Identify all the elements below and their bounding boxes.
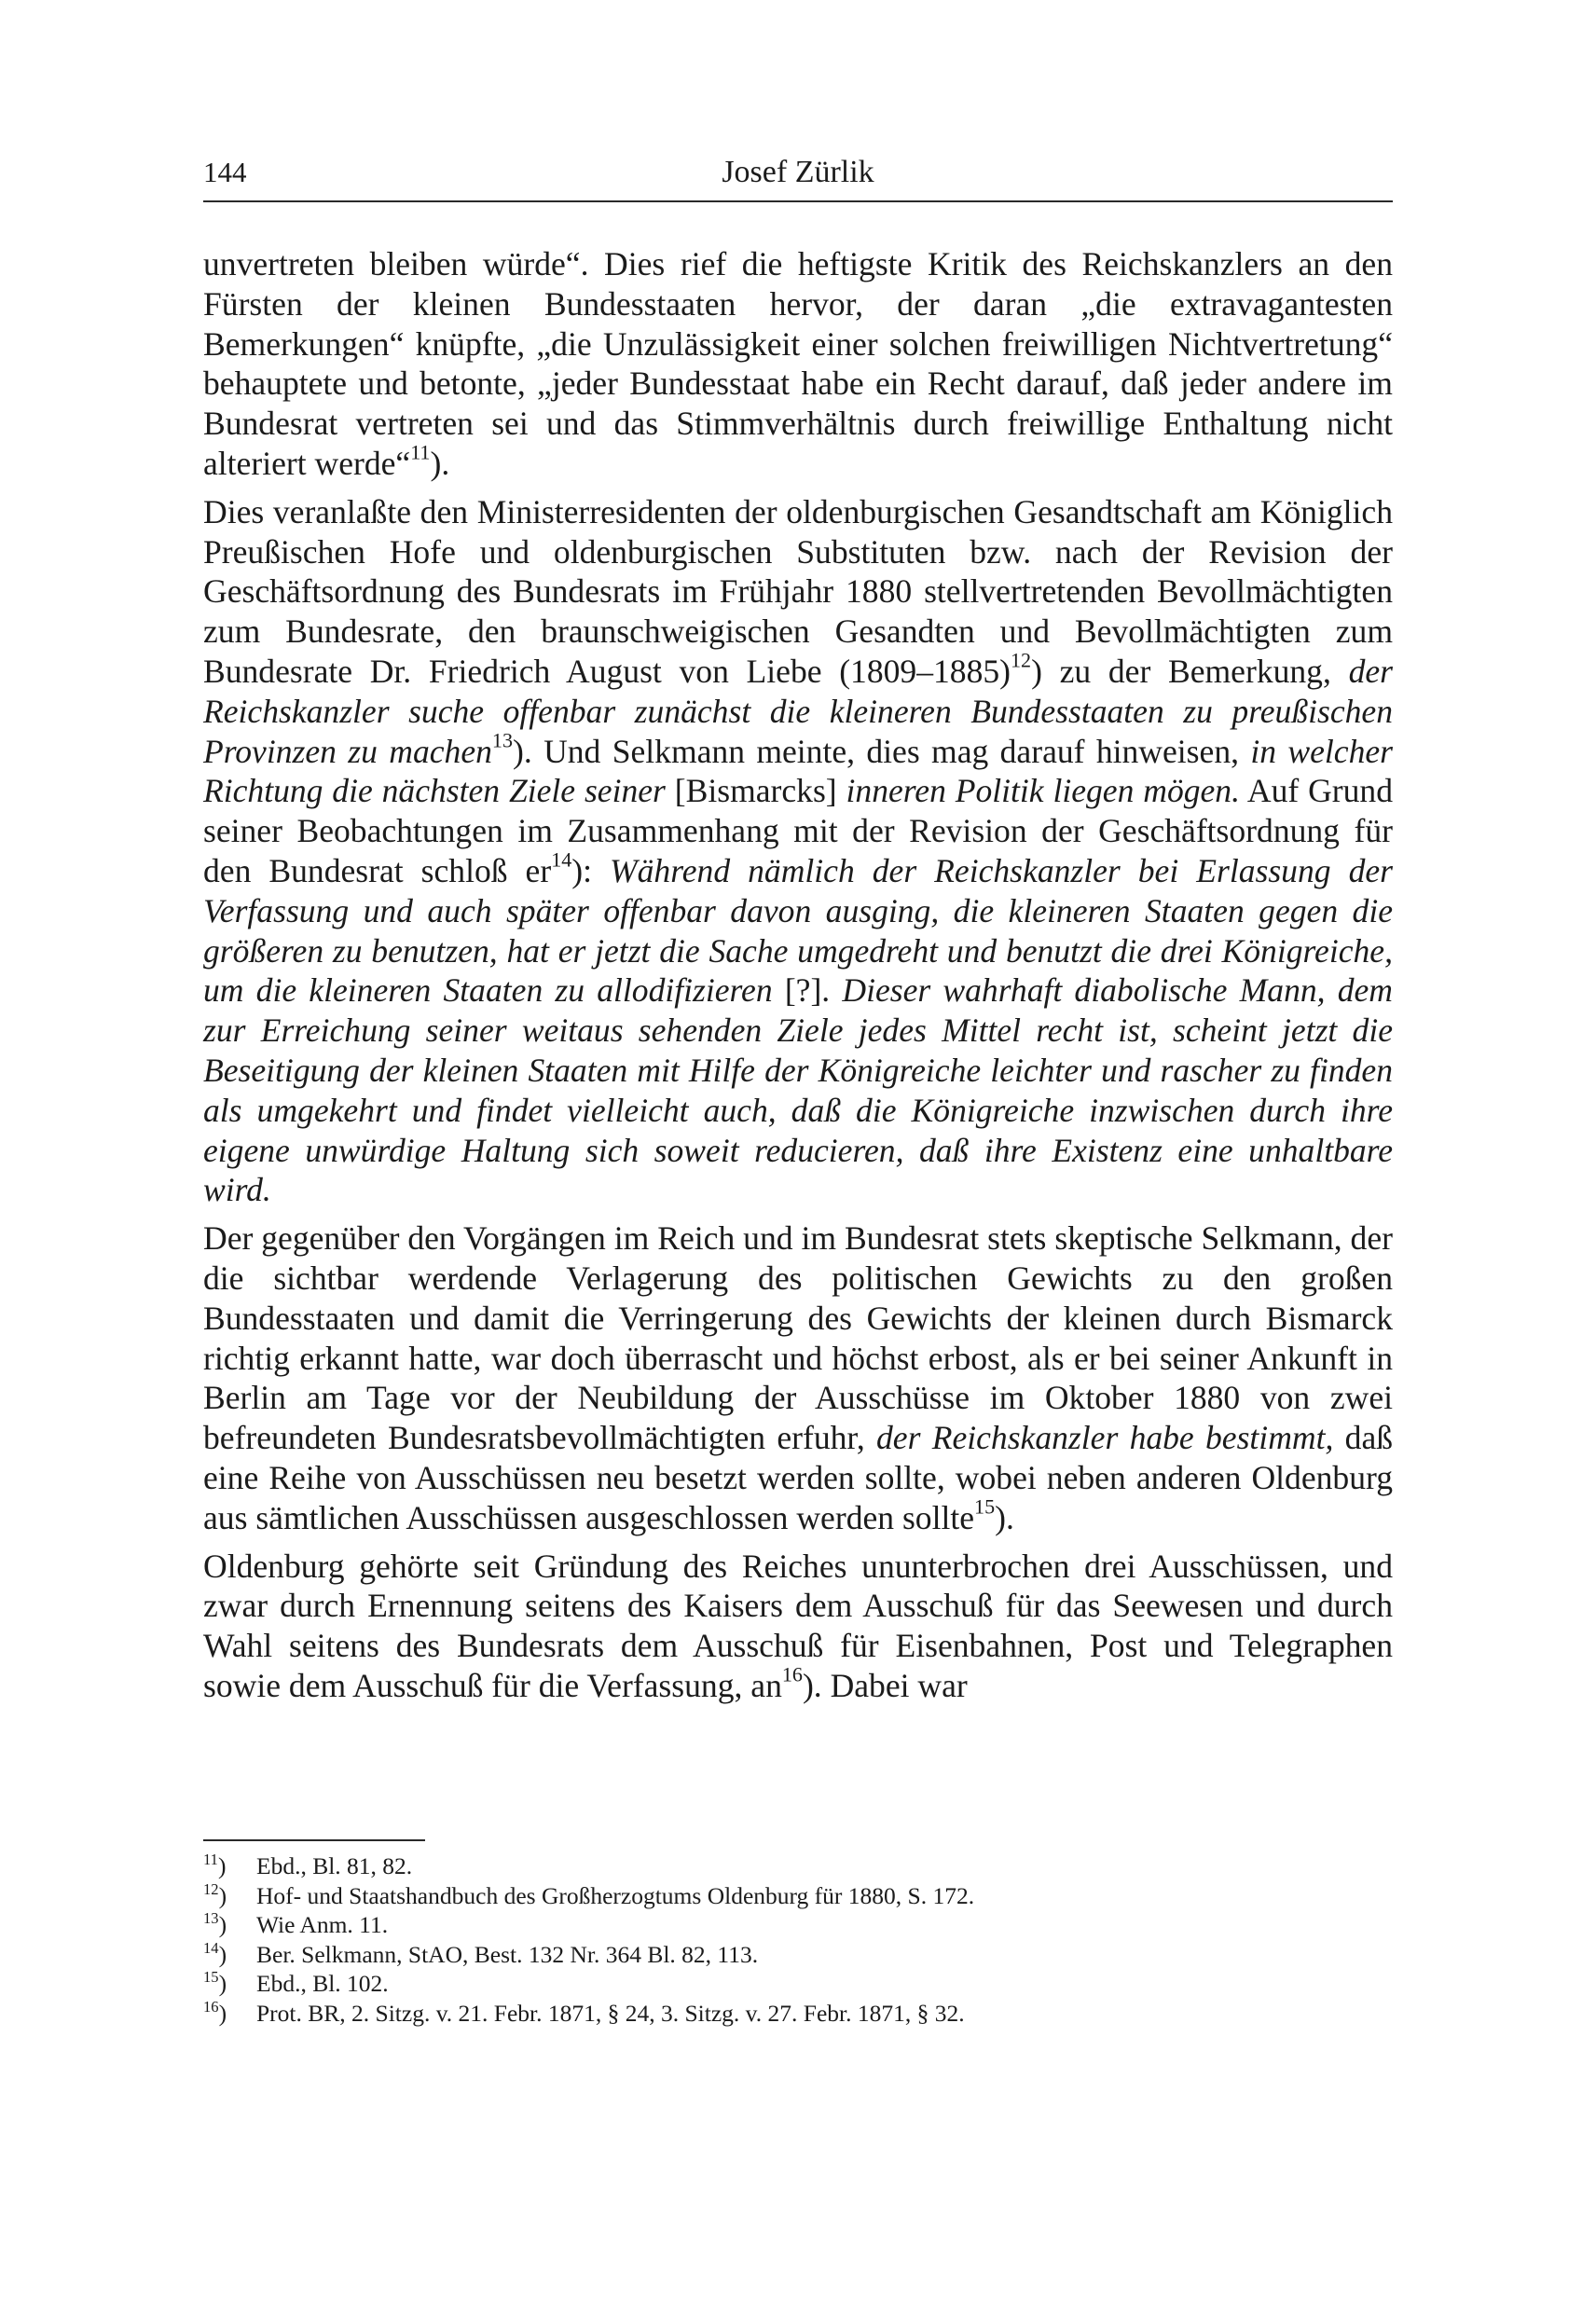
footnote-reference: 15	[974, 1494, 996, 1519]
footnote	[203, 1969, 1393, 1999]
footnote-number-value: 13	[203, 1909, 219, 1928]
italic-quote: inneren Politik liegen mögen.	[846, 772, 1240, 810]
footnote-number: $^{15}$)	[203, 1968, 227, 1998]
footnote	[203, 1881, 1393, 1911]
italic-quote: der Reichskanzler suche offenbar zunächst die kleineren Bundesstaaten zu preußischen Provinzen zu machen	[203, 652, 1393, 770]
paragraph	[203, 244, 1393, 484]
paragraph	[203, 492, 1393, 1210]
text-segment: ). Dabei war	[802, 1666, 968, 1704]
footnote-number: $^{12}$)	[203, 1879, 227, 1909]
footnote-number-value: 15	[203, 1968, 219, 1987]
footnotes	[203, 1851, 1393, 2029]
page-number: 144	[203, 156, 247, 188]
text-segment: [Bismarcks]	[665, 772, 846, 810]
footnote-number-value: 12	[203, 1879, 219, 1898]
footnote-text: Hof- und Staatshandbuch des Großherzogtums Oldenburg für 1880, S. 172.	[256, 1881, 975, 1909]
footnote	[203, 1940, 1393, 1970]
footnote-reference: 16	[781, 1662, 803, 1686]
text-segment: ) zu der Bemerkung,	[1031, 652, 1349, 690]
running-title: Josef Zürlik	[722, 155, 874, 189]
footnote-number-value: 11	[203, 1851, 218, 1869]
footnote-text: Wie Anm. 11.	[256, 1911, 389, 1939]
footnote-number-value: 14	[203, 1938, 219, 1957]
footnote-reference: 13	[491, 728, 513, 752]
text-segment: Dies veranlaßte den Ministerresidenten der oldenburgischen Gesandtschaft am Königlich Preußischen Hofe und oldenburgischen Substituten bzw. nach der Revision der Geschäftsordnung des Bundesrats im Frühjahr 1880 stellvertretenden Bevollmächtigten zum Bundesrate, den braunschweigischen Gesandten und Bevollmächtigten zum Bundesrate Dr. Friedrich August von Liebe (1809–1885)	[203, 492, 1393, 690]
footnote-text: Ebd., Bl. 81, 82.	[256, 1852, 413, 1879]
italic-quote: Während nämlich der Reichskanzler bei Erlassung der Verfassung und auch später offenbar davon ausging, die kleineren Staaten gegen die größeren zu benutzen, hat er jetzt die Sache umgedreht und benutzt die drei Königreiche, um die kleineren Staaten zu allodifizieren	[203, 851, 1393, 1010]
footnote-number: $^{13}$)	[203, 1909, 227, 1939]
text-segment: unvertreten bleiben würde“. Dies rief die heftigste Kritik des Reichskanzlers an den Fürsten der kleinen Bundesstaaten hervor, der daran „die extravagantesten Bemerkungen“ knüpfte, „die Unzulässigkeit einer solchen freiwilligen Nichtvertretung“ behauptete und betonte, „jeder Bundesstaat habe ein Recht darauf, daß jeder andere im Bundesrat vertreten sei und das Stimmverhältnis durch freiwillige Enthaltung nicht alteriert werde“	[203, 245, 1393, 482]
text-segment: [?].	[772, 971, 843, 1010]
page-header	[203, 154, 1393, 202]
footnote-reference: 11	[410, 440, 431, 464]
text-segment: Auf Grund seiner Beobachtungen im Zusammenhang mit der Revision der Geschäftsordnung für den Bundesrat schloß er	[203, 772, 1393, 889]
italic-quote: Dieser wahrhaft diabolische Mann, dem zur Erreichung seiner weitaus sehenden Ziele jedes Mittel recht ist, scheint jetzt die Beseitigung der kleinen Staaten mit Hilfe der Königreiche leichter und rascher zu finden als umgekehrt und findet vielleicht auch, daß die Königreiche inzwischen durch ihre eigene unwürdige Haltung sich soweit reducieren, daß ihre Existenz eine unhaltbare wird.	[203, 971, 1393, 1209]
body-text	[203, 244, 1393, 1714]
footnote	[203, 1910, 1393, 1940]
text-segment: daß eine Reihe von Ausschüssen neu besetzt werden sollte, wobei neben anderen Oldenburg aus sämtlichen Ausschüssen ausgeschlossen werden sollte	[203, 1419, 1394, 1536]
footnote-reference: 12	[1011, 648, 1032, 672]
footnote-number: $^{14}$)	[203, 1938, 227, 1968]
italic-quote: der Reichskanzler habe bestimmt,	[876, 1419, 1334, 1457]
footnote-number: $^{11}$)	[203, 1851, 227, 1879]
footnote-number-value: 16	[203, 1998, 219, 2016]
text-segment: Der gegenüber den Vorgängen im Reich und im Bundesrat stets skeptische Selkmann, der die sichtbar werdende Verlagerung des politischen Gewichts zu den großen Bundesstaaten und damit die Verringerung des Gewichts der kleinen durch Bismarck richtig erkannt hatte, war doch überrascht und höchst erbost, als er bei seiner Ankunft in Berlin am Tage vor der Neubildung der Ausschüsse im Oktober 1880 von zwei befreundeten Bundesratsbevollmächtigten erfuhr,	[203, 1219, 1393, 1457]
text-segment: ).	[995, 1498, 1014, 1536]
text-segment: ):	[571, 851, 610, 889]
text-segment: Oldenburg gehörte seit Gründung des Reiches ununterbrochen drei Ausschüssen, und zwar durch Ernennung seitens des Kaisers dem Ausschuß für das Seewesen und durch Wahl seitens des Bundesrats dem Ausschuß für Eisenbahnen, Post und Telegraphen sowie dem Ausschuß für die Verfassung, an	[203, 1547, 1393, 1704]
footnote-separator	[203, 1839, 425, 1841]
text-segment: ).	[430, 444, 450, 482]
footnote	[203, 1999, 1393, 2029]
footnote	[203, 1851, 1393, 1881]
text-segment: ). Und Selkmann meinte, dies mag darauf hinweisen,	[512, 732, 1251, 770]
paragraph	[203, 1218, 1393, 1537]
footnote-number: $^{16}$)	[203, 1998, 227, 2027]
footnote-text: Ebd., Bl. 102.	[256, 1970, 389, 1998]
italic-quote: in welcher Richtung die nächsten Ziele seiner	[203, 732, 1394, 810]
footnote-text: Prot. BR, 2. Sitzg. v. 21. Febr. 1871, § 24, 3. Sitzg. v. 27. Febr. 1871, § 32.	[256, 1999, 965, 2027]
footnote-reference: 14	[551, 847, 572, 872]
footnote-text: Ber. Selkmann, StAO, Best. 132 Nr. 364 Bl. 82, 113.	[256, 1940, 759, 1968]
paragraph	[203, 1547, 1393, 1706]
